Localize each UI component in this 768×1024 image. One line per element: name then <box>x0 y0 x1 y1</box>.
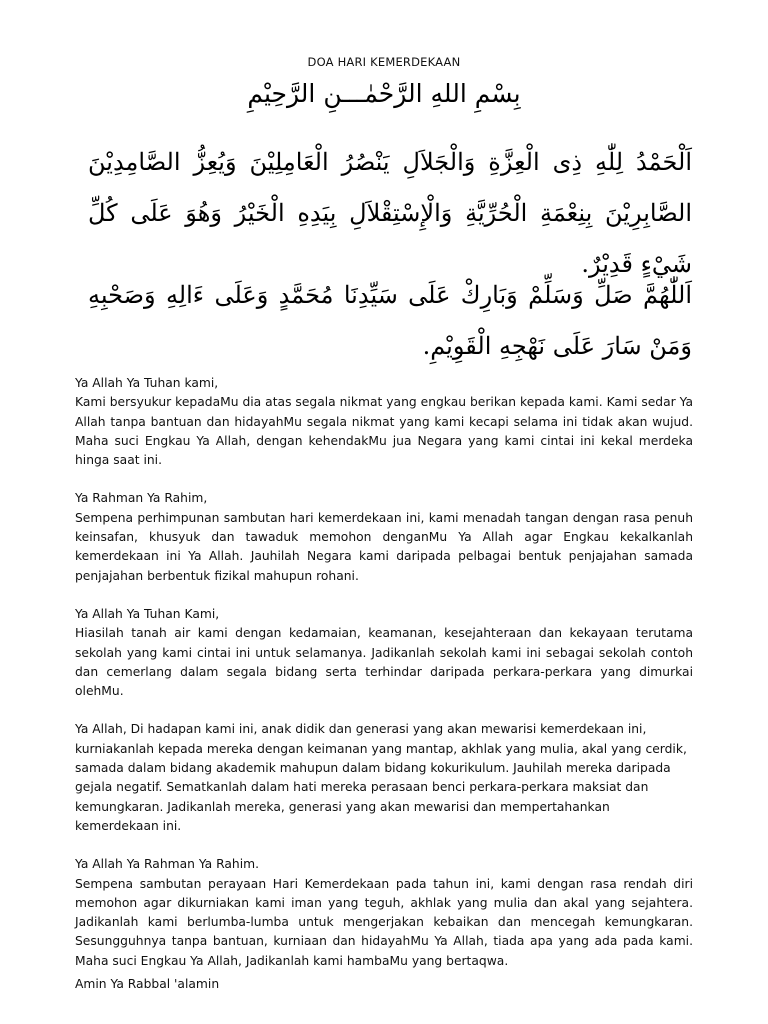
paragraph-text: Kami bersyukur kepadaMu dia atas segala nikmat yang engkau berikan kepada kami. Kami sedar Ya Allah tanpa bantuan dan hidayahMu segala nikmat yang kami kecapi selama ini tidak akan wujud. Maha suci Engkau Ya Allah, dengan kehendakMu jua Negara yang kami cintai ini kekal merdeka hinga saat ini. <box>75 395 693 468</box>
paragraph-salutation: Ya Allah Ya Tuhan kami, <box>75 376 219 390</box>
paragraph-text: kurniakanlah kepada mereka dengan keimanan yang mantap, akhlak yang mulia, akal yang cerdik, samada dalam bidang akademik mahupun dalam bidang kokurikulum. Jauhilah mereka daripada gejala negatif. Sematkanlah dalam hati mereka perasaan benci perkara-perkara maksiat dan kemungkaran. Jadikanlah mereka, generasi yang akan mewarisi dan mempertahankan kemerdekaan ini. <box>75 741 687 833</box>
prayer-paragraph <box>75 489 693 585</box>
paragraph-text: Sempena perhimpunan sambutan hari kemerdekaan ini, kami menadah tangan dengan rasa penuh keinsafan, khusyuk dan tawaduk memohon denganMu Ya Allah agar Engkau kekalkanlah kemerdekaan ini Ya Allah. Jauhilah Negara kami daripada pelbagai bentuk penjajahan samada penjajahan berbentuk fizikal mahupun rohani. <box>75 510 693 583</box>
prayer-paragraph <box>75 374 693 470</box>
paragraph-salutation: Ya Allah Ya Rahman Ya Rahim. <box>75 857 259 872</box>
paragraph-text: Sempena sambutan perayaan Hari Kemerdekaan pada tahun ini, kami dengan rasa rendah diri memohon agar dikurniakan kami iman yang teguh, akhlak yang mulia dan akal yang sejahtera. Jadikanlah kami berlumba-lumba untuk mengerjakan kebaikan dan mencegah kemungkaran. Sesungguhnya tanpa bantuan, kurniaan dan hidayahMu Ya Allah, tiada apa yang ada pada kami. Maha suci Engkau Ya Allah, Jadikanlah kami hambaMu yang bertaqwa. <box>75 876 693 968</box>
paragraph-salutation: Ya Rahman Ya Rahim, <box>75 491 208 506</box>
prayer-paragraph <box>75 855 693 971</box>
paragraph-salutation: Ya Allah Ya Tuhan Kami, <box>75 606 220 621</box>
paragraph-salutation: Ya Allah, Di hadapan kami ini, anak didik dan generasi yang akan mewarisi kemerdekaan ini, <box>75 722 647 737</box>
closing-line: Amin Ya Rabbal 'alamin <box>75 977 220 992</box>
prayer-paragraph <box>75 720 693 836</box>
prayer-body <box>75 374 693 994</box>
arabic-praise-paragraph: اَلْحَمْدُ لِلّٰهِ ذِى الْعِزَّةِ وَالْجَلاَلِ يَنْصُرُ الْعَامِلِيْنَ وَيُعِزُّ الصَّامِدِيْنَ الصَّابِرِيْنَ بِنِعْمَةِ الْحُرِّيَّةِ وَالْإِسْتِقْلاَلِ بِيَدِهِ الْخَيْرُ وَهُوَ عَلَى كُلِّ شَيْءٍ قَدِيْرٌ. <box>88 148 692 278</box>
document-title: DOA HARI KEMERDEKAAN <box>307 55 461 69</box>
paragraph-text: Hiasilah tanah air kami dengan kedamaian, keamanan, kesejahteraan dan kekayaan terutama sekolah yang kami cintai ini untuk selamanya. Jadikanlah sekolah kami ini sebagai sekolah contoh dan cemerlang dalam segala bidang serta terhindar daripada perkara-perkara yang dimurkai olehMu. <box>75 626 693 699</box>
arabic-salawat-paragraph: اَللّٰهُمَّ صَلِّ وَسَلِّمْ وَبَارِكْ عَلَى سَيِّدِنَا مُحَمَّدٍ وَعَلَى ءَالِهِ وَصَحْبِهِ وَمَنْ سَارَ عَلَى نَهْجِهِ الْقَوِيْمِ. <box>88 281 692 360</box>
bismillah-text: بِسْمِ اللهِ الرَّحْمٰـــنِ الرَّحِيْمِ <box>247 79 521 108</box>
prayer-paragraph <box>75 605 693 701</box>
